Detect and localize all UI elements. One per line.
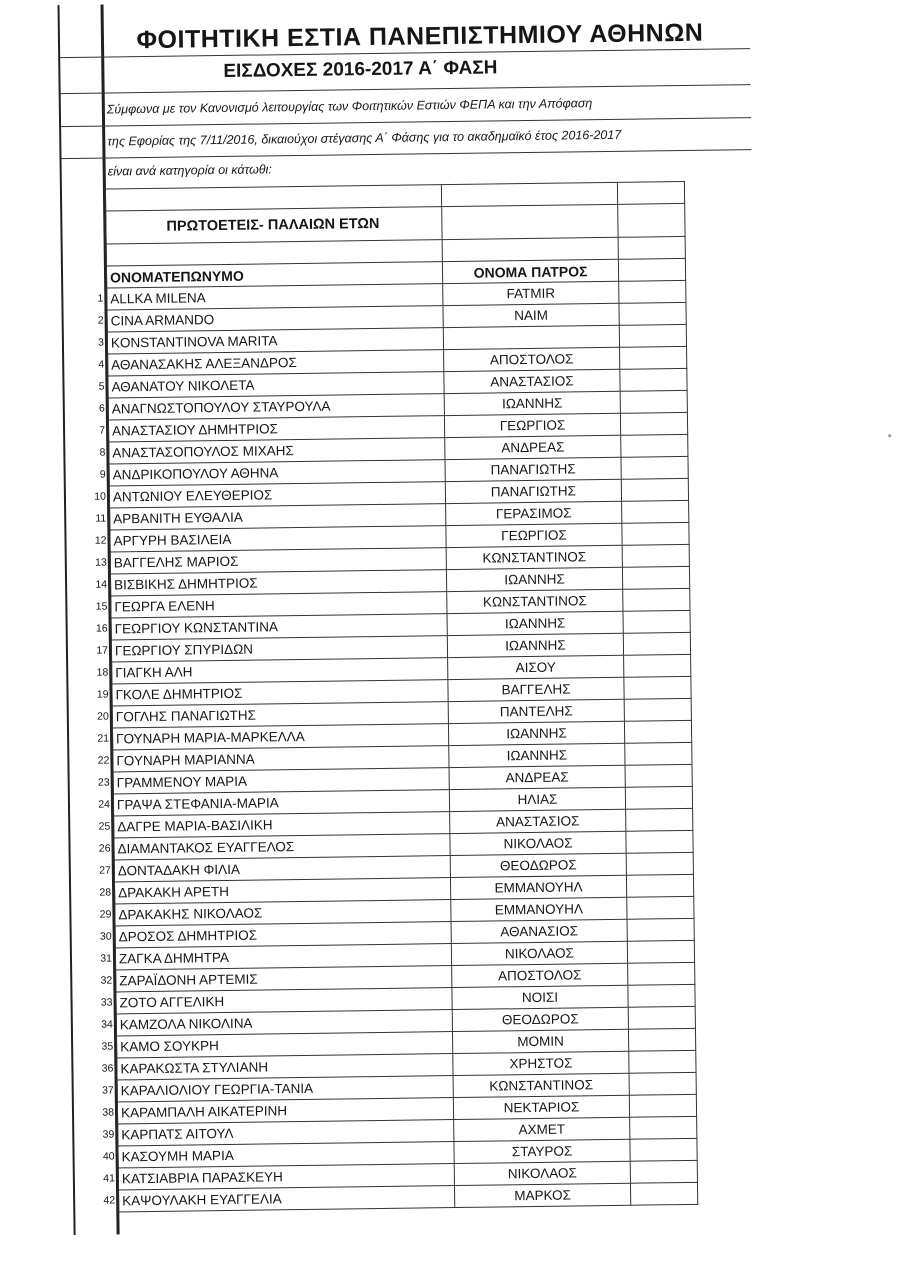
empty-cell — [622, 544, 689, 567]
father-name: ΚΩΝΣΤΑΝΤΙΝΟΣ — [447, 589, 623, 613]
student-name: ΑΝΔΡΙΚΟΠΟΥΛΟΥ ΑΘΗΝΑ — [109, 460, 445, 486]
father-name: ΠΑΝΑΓΙΩΤΗΣ — [445, 457, 621, 481]
student-name: CINA ARMANDO — [107, 306, 443, 332]
row-number: 27 — [99, 864, 111, 877]
row-number: 28 — [99, 886, 112, 899]
father-name: ΓΕΩΡΓΙΟΣ — [444, 413, 620, 437]
empty-cell — [630, 1160, 697, 1183]
father-name: NAIM — [443, 303, 619, 327]
page-title: ΦΟΙΤΗΤΙΚΗ ΕΣΤΙΑ ΠΑΝΕΠΙΣΤΗΜΙΟΥ ΑΘΗΝΩΝ — [136, 18, 704, 55]
student-name: ΚΑΜΟ ΣΟΥΚΡΗ — [117, 1032, 453, 1058]
father-name: ΠΑΝΤΕΛΗΣ — [448, 699, 624, 723]
father-name: ΝΙΚΟΛΑΟΣ — [451, 941, 627, 965]
father-name: ΙΩΑΝΝΗΣ — [448, 721, 624, 745]
empty-cell — [620, 390, 687, 413]
student-name: ΔΡΟΣΟΣ ΔΗΜΗΤΡΙΟΣ — [115, 922, 451, 948]
empty-cell — [623, 588, 690, 611]
category-heading: ΠΡΩΤΟΕΤΕΙΣ- ΠΑΛΑΙΩΝ ΕΤΩΝ — [106, 207, 442, 244]
empty-cell — [627, 940, 694, 963]
empty-cell — [621, 478, 688, 501]
father-name: ΑΠΟΣΤΟΛΟΣ — [452, 963, 628, 987]
row-number: 25 — [98, 820, 111, 833]
father-name: ΗΛΙΑΣ — [449, 787, 625, 811]
row-number: 11 — [95, 512, 107, 525]
father-name: ΚΩΝΣΤΑΝΤΙΝΟΣ — [446, 545, 622, 569]
student-name: ΚΑΡΠΑΤΣ ΑΙΤΟΥΛ — [118, 1120, 454, 1146]
row-number-spacer — [62, 211, 105, 245]
student-name: ΚΑΨΟΥΛΑΚΗ ΕΥΑΓΓΕΛΙΑ — [119, 1186, 455, 1212]
father-name: ΙΩΑΝΝΗΣ — [447, 633, 623, 657]
divider — [61, 117, 751, 127]
row-number: 40 — [102, 1150, 115, 1163]
father-name: ΜΟΜΙΝ — [452, 1029, 628, 1053]
student-name: ΚΑΣΟΥΜΗ ΜΑΡΙΑ — [118, 1142, 454, 1168]
row-number: 31 — [100, 952, 113, 965]
father-name: ΘΕΟΔΩΡΟΣ — [452, 1007, 628, 1031]
row-number: 15 — [95, 600, 108, 613]
row-number: 36 — [101, 1062, 114, 1075]
row-number: 14 — [95, 578, 108, 591]
row-number: 3 — [98, 336, 105, 349]
father-name: ΙΩΑΝΝΗΣ — [444, 391, 620, 415]
row-number: 16 — [95, 622, 108, 635]
row-number: 38 — [102, 1106, 115, 1119]
student-name: ΔΟΝΤΑΔΑΚΗ ΦΙΛΙΑ — [114, 856, 450, 882]
father-name: ΑΙΣΟΥ — [448, 655, 624, 679]
empty-cell — [619, 302, 686, 325]
empty-cell — [626, 808, 693, 831]
row-number: 32 — [100, 974, 113, 987]
row-number-spacer — [63, 244, 106, 267]
father-name: ΑΝΔΡΕΑΣ — [449, 765, 625, 789]
empty-cell — [625, 742, 692, 765]
student-name: ALLKA MILENA — [107, 284, 443, 310]
intro-line-1: Σύμφωνα με τον Κανονισμό λειτουργίας των Φοιτητικών Εστιών ΦΕΠΑ και την Απόφαση — [106, 96, 593, 117]
student-name: ΓΟΥΝΑΡΗ ΜΑΡΙΑ-ΜΑΡΚΕΛΛΑ — [112, 724, 448, 750]
empty-cell — [629, 1050, 696, 1073]
empty-cell — [626, 874, 693, 897]
row-number: 10 — [94, 490, 107, 503]
row-number: 5 — [98, 380, 105, 393]
empty-cell — [622, 522, 689, 545]
empty-cell — [628, 1028, 695, 1051]
row-number: 22 — [97, 754, 110, 767]
row-number: 19 — [96, 688, 109, 701]
empty-cell — [625, 786, 692, 809]
student-name: ΓΡΑΨΑ ΣΤΕΦΑΝΙΑ-ΜΑΡΙΑ — [113, 790, 449, 816]
student-name: ΔΑΓΡΕ ΜΑΡΙΑ-ΒΑΣΙΛΙΚΗ — [114, 812, 450, 838]
father-name: ΕΜΜΑΝΟΥΗΛ — [450, 875, 626, 899]
empty-cell — [630, 1182, 697, 1205]
row-number: 42 — [103, 1194, 116, 1207]
row-number: 20 — [97, 710, 109, 723]
empty-cell — [629, 1072, 696, 1095]
student-name: ΑΡΒΑΝΙΤΗ ΕΥΘΑΛΙΑ — [110, 504, 446, 530]
empty-cell — [630, 1116, 697, 1139]
father-name: ΙΩΑΝΝΗΣ — [447, 611, 623, 635]
row-number: 2 — [97, 314, 104, 327]
father-name: ΑΠΟΣΤΟΛΟΣ — [444, 347, 620, 371]
student-name: ΚΑΡΑΛΙΟΛΙΟΥ ΓΕΩΡΓΙΑ-ΤΑΝΙΑ — [117, 1076, 453, 1102]
student-name: ΑΘΑΝΑΣΑΚΗΣ ΑΛΕΞΑΝΔΡΟΣ — [108, 350, 444, 376]
empty-cell — [619, 280, 686, 303]
father-name: ΝΙΚΟΛΑΟΣ — [450, 831, 626, 855]
row-number: 39 — [102, 1128, 115, 1141]
divider — [62, 149, 752, 159]
row-number: 8 — [99, 446, 106, 459]
student-name: ΓΡΑΜΜΕΝΟΥ ΜΑΡΙΑ — [113, 768, 449, 794]
empty-cell — [627, 896, 694, 919]
student-name: ΚΑΡΑΚΩΣΤΑ ΣΤΥΛΙΑΝΗ — [117, 1054, 453, 1080]
student-name: ΒΑΓΓΕΛΗΣ ΜΑΡΙΟΣ — [110, 548, 446, 574]
empty-cell — [622, 500, 689, 523]
student-name: ΚΑΡΑΜΠΑΛΗ ΑΙΚΑΤΕΡΙΝΗ — [117, 1098, 453, 1124]
row-number: 23 — [97, 776, 110, 789]
row-number: 41 — [103, 1172, 115, 1185]
father-name: ΝΕΚΤΑΡΙΟΣ — [453, 1095, 629, 1119]
student-name: ΖΑΓΚΑ ΔΗΜΗΤΡΑ — [115, 944, 451, 970]
row-number: 6 — [98, 402, 105, 415]
empty-cell — [630, 1138, 697, 1161]
empty-cell — [623, 632, 690, 655]
student-name: KONSTANTINOVA MARITA — [107, 328, 443, 354]
student-name: ΒΙΣΒΙΚΗΣ ΔΗΜΗΤΡΙΟΣ — [110, 570, 446, 596]
row-number: 7 — [99, 424, 106, 437]
row-number: 35 — [101, 1040, 114, 1053]
father-name: ΑΘΑΝΑΣΙΟΣ — [451, 919, 627, 943]
row-number: 34 — [101, 1018, 113, 1031]
empty-cell — [626, 830, 693, 853]
student-name: ΖΟΤΟ ΑΓΓΕΛΙΚΗ — [116, 988, 452, 1014]
empty-cell — [623, 610, 690, 633]
page-subtitle: ΕΙΣΔΟΧΕΣ 2016-2017 Α΄ ΦΑΣΗ — [223, 57, 498, 82]
student-name: ΔΡΑΚΑΚΗΣ ΝΙΚΟΛΑΟΣ — [115, 900, 451, 926]
student-name: ΓΙΑΓΚΗ ΑΛΗ — [112, 658, 448, 684]
row-number: 18 — [96, 666, 109, 679]
empty-cell — [620, 412, 687, 435]
row-number: 29 — [99, 908, 112, 921]
father-name: FATMIR — [443, 281, 619, 305]
father-name — [443, 325, 619, 349]
row-number: 12 — [94, 534, 107, 547]
empty-cell — [624, 654, 691, 677]
student-name: ΚΑΤΣΙΑΒΡΙΑ ΠΑΡΑΣΚΕΥΗ — [118, 1164, 454, 1190]
student-name: ΓΕΩΡΓΑ ΕΛΕΝΗ — [111, 592, 447, 618]
empty-cell — [625, 764, 692, 787]
intro-line-2: της Εφορίας της 7/11/2016, δικαιούχοι στέγασης Α΄ Φάσης για το ακαδημαϊκό έτος 2016-2017 — [107, 127, 622, 149]
father-name: ΕΜΜΑΝΟΥΗΛ — [451, 897, 627, 921]
row-number-spacer — [62, 189, 105, 212]
row-number: 26 — [98, 842, 111, 855]
student-name: ΓΕΩΡΓΙΟΥ ΣΠΥΡΙΔΩΝ — [111, 636, 447, 662]
father-name: ΑΧΜΕΤ — [454, 1117, 630, 1141]
column-header-father: ΟΝΟΜΑ ΠΑΤΡΟΣ — [442, 259, 618, 283]
father-name: ΑΝΑΣΤΑΣΙΟΣ — [444, 369, 620, 393]
student-name: ΑΝΤΩΝΙΟΥ ΕΛΕΥΘΕΡΙΟΣ — [109, 482, 445, 508]
empty-cell — [621, 434, 688, 457]
student-name: ΑΝΑΣΤΑΣΙΟΥ ΔΗΜΗΤΡΙΟΣ — [108, 416, 444, 442]
student-name: ΓΕΩΡΓΙΟΥ ΚΩΝΣΤΑΝΤΙΝΑ — [111, 614, 447, 640]
father-name: ΒΑΓΓΕΛΗΣ — [448, 677, 624, 701]
row-number: 30 — [99, 930, 112, 943]
intro-line-3: είναι ανά κατηγορία οι κάτωθι: — [107, 162, 272, 179]
row-number: 21 — [97, 732, 110, 745]
empty-cell — [624, 698, 691, 721]
empty-cell — [628, 1006, 695, 1029]
student-name: ΓΚΟΛΕ ΔΗΜΗΤΡΙΟΣ — [112, 680, 448, 706]
father-name: ΓΕΡΑΣΙΜΟΣ — [446, 501, 622, 525]
row-number: 9 — [99, 468, 106, 481]
student-name: ΔΙΑΜΑΝΤΑΚΟΣ ΕΥΑΓΓΕΛΟΣ — [114, 834, 450, 860]
empty-cell — [626, 852, 693, 875]
student-name: ΑΘΑΝΑΤΟΥ ΝΙΚΟΛΕΤΑ — [108, 372, 444, 398]
empty-cell — [628, 984, 695, 1007]
student-name: ΓΟΓΛΗΣ ΠΑΝΑΓΙΩΤΗΣ — [112, 702, 448, 728]
row-number: 13 — [95, 556, 107, 569]
father-name: ΝΟΙΣΙ — [452, 985, 628, 1009]
father-name: ΧΡΗΣΤΟΣ — [453, 1051, 629, 1075]
father-name: ΙΩΑΝΝΗΣ — [446, 567, 622, 591]
divider — [61, 84, 751, 94]
father-name: ΜΑΡΚΟΣ — [454, 1183, 630, 1207]
row-number: 24 — [98, 798, 111, 811]
empty-cell — [619, 324, 686, 347]
student-name: ΑΝΑΣΤΑΣΟΠΟΥΛΟΣ ΜΙΧΑΗΣ — [109, 438, 445, 464]
empty-cell — [624, 720, 691, 743]
row-number: 33 — [100, 996, 113, 1009]
row-number-spacer — [63, 266, 106, 289]
empty-cell — [624, 676, 691, 699]
student-name: ΑΡΓΥΡΗ ΒΑΣΙΛΕΙΑ — [110, 526, 446, 552]
row-number: 17 — [96, 644, 109, 657]
student-name: ΖΑΡΑΪΔΟΝΗ ΑΡΤΕΜΙΣ — [116, 966, 452, 992]
empty-cell — [628, 962, 695, 985]
father-name: ΠΑΝΑΓΙΩΤΗΣ — [445, 479, 621, 503]
father-name: ΘΕΟΔΩΡΟΣ — [450, 853, 626, 877]
row-number: 37 — [101, 1084, 114, 1097]
scan-speck — [888, 434, 891, 437]
row-number: 1 — [97, 292, 104, 305]
student-name: ΓΟΥΝΑΡΗ ΜΑΡΙΑΝΝΑ — [113, 746, 449, 772]
student-name: ΔΡΑΚΑΚΗ ΑΡΕΤΗ — [114, 878, 450, 904]
father-name: ΝΙΚΟΛΑΟΣ — [454, 1161, 630, 1185]
empty-cell — [621, 456, 688, 479]
empty-cell — [629, 1094, 696, 1117]
father-name: ΑΝΔΡΕΑΣ — [445, 435, 621, 459]
father-name: ΙΩΑΝΝΗΣ — [449, 743, 625, 767]
empty-cell — [627, 918, 694, 941]
student-name: ΚΑΜΖΟΛΑ ΝΙΚΟΛΙΝΑ — [116, 1010, 452, 1036]
column-header-name: ΟΝΟΜΑΤΕΠΩΝΥΜΟ — [106, 262, 442, 288]
empty-cell — [620, 368, 687, 391]
beneficiaries-table — [105, 181, 698, 1213]
student-name: ΑΝΑΓΝΩΣΤΟΠΟΥΛΟΥ ΣΤΑΥΡΟΥΛΑ — [108, 394, 444, 420]
father-name: ΓΕΩΡΓΙΟΣ — [446, 523, 622, 547]
father-name: ΣΤΑΥΡΟΣ — [454, 1139, 630, 1163]
father-name: ΚΩΝΣΤΑΝΤΙΝΟΣ — [453, 1073, 629, 1097]
empty-cell — [620, 346, 687, 369]
father-name: ΑΝΑΣΤΑΣΙΟΣ — [450, 809, 626, 833]
empty-cell — [622, 566, 689, 589]
row-number: 4 — [98, 358, 105, 371]
